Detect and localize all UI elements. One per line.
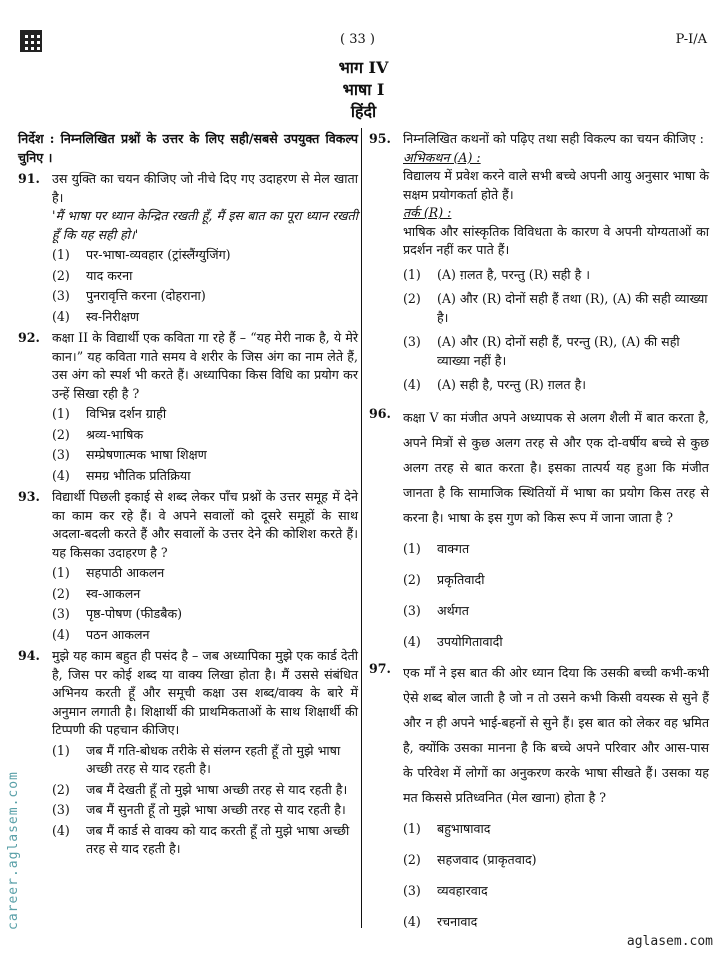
question-96 [369, 405, 709, 654]
question-93 [18, 488, 358, 644]
option: (4) उपयोगितावादी [403, 633, 503, 649]
question-number: 91. [18, 171, 40, 186]
option: (1) सहपाठी आकलन [52, 565, 165, 580]
option: (3) व्यवहारवाद [403, 882, 488, 898]
part-heading: भाग IV [338, 58, 389, 77]
option: (2) जब मैं देखती हूँ तो मुझे भाषा अच्छी तरह से याद रहती है। [52, 781, 348, 797]
option: (1) पर-भाषा-व्यवहार (ट्रांस्लैंग्युजिंग) [52, 247, 231, 262]
question-95 [369, 130, 709, 395]
option: (1) (A) ग़लत है, परन्तु (R) सही है । [403, 266, 591, 282]
option: (3) पुनरावृत्ति करना (दोहराना) [52, 288, 206, 303]
question-number: 92. [18, 330, 40, 345]
question-quote: 'मैं भाषा पर ध्यान केन्द्रित रखती हूँ, मैं इस बात का पूरा ध्यान रखती हूँ कि यह सही हो।' [52, 208, 358, 242]
option: (4) (A) सही है, परन्तु (R) ग़लत है। [403, 377, 587, 392]
option: (3) जब मैं सुनती हूँ तो मुझे भाषा अच्छी तरह से याद रहती है। [52, 802, 346, 817]
question-number: 93. [18, 489, 40, 504]
option: (2) स्व-आकलन [52, 585, 141, 601]
question-number: 95. [369, 131, 391, 146]
option: (3) अर्थगत [403, 602, 469, 618]
instruction: निर्देश : निम्नलिखित प्रश्नों के उत्तर के लिए सही/सबसे उपयुक्त विकल्प चुनिए । [18, 131, 358, 165]
option: (4) जब मैं कार्ड से वाक्य को याद करती हूँ तो मुझे भाषा अच्छी तरह से याद रहती है। [52, 822, 350, 856]
assertion-text: विद्यालय में प्रवेश करने वाले सभी बच्चे अपनी आयु अनुसार भाषा के सक्षम प्रयोगकर्ता होते हैं। [403, 168, 709, 202]
question-text: उस युक्ति का चयन कीजिए जो नीचे दिए गए उदाहरण से मेल खाता है। [52, 171, 358, 205]
question-text: एक माँ ने इस बात की ओर ध्यान दिया कि उसकी बच्ची कभी-कभी ऐसे शब्द बोल जाती है जो न तो उसने कभी किसी वयस्क से सुने हैं और न ही अपने भाई-बहनों से सुने हैं। इस बात को लेकर वह भ्रमित है, क्योंकि उसका मानना है कि बच्चे अपने परिवार और आस-पास के परिवेश में लोगों का अनुकरण करके भाषा सीखते हैं। उसका यह मत किससे प्रतिध्वनित (मेल खाना) होता है ? [403, 664, 709, 805]
question-91 [18, 170, 358, 326]
question-text: कक्षा II के विद्यार्थी एक कविता गा रहे हैं – “यह मेरी नाक है, ये मेरे कान।” यह कविता गाते समय वे शरीर के जिस अंग का नाम लेते हैं, उस अंग को स्पर्श भी करते हैं। अध्यापिका किस विधि का प्रयोग कर उन्हें सिखा रही है ? [52, 330, 358, 401]
option: (4) समग्र भौतिक प्रतिक्रिया [52, 467, 191, 483]
option: (2) याद करना [52, 267, 133, 283]
question-number: 97. [369, 660, 391, 676]
question-number: 96. [369, 405, 391, 421]
footer-site: aglasem.com [626, 934, 713, 949]
right-column [369, 130, 709, 934]
option: (2) प्रकृतिवादी [403, 571, 485, 587]
column-divider [361, 128, 362, 928]
qr-code-icon [20, 30, 42, 52]
left-column [18, 130, 358, 859]
paper-code: P-I/A [675, 32, 707, 47]
question-number: 94. [18, 648, 40, 663]
question-92 [18, 329, 358, 485]
question-97 [369, 660, 709, 934]
question-text: विद्यार्थी पिछली इकाई से शब्द लेकर पाँच प्रश्नों के उत्तर समूह में देने का काम कर रहे हैं। वे अपने सवालों को दूसरे समूहों के साथ अदला-बदली करते हैं और सवालों के उत्तर देने की कोशिश करते हैं। यह किसका उदाहरण है ? [52, 489, 358, 560]
language-label: भाषा I [342, 80, 385, 99]
option: (2) (A) और (R) दोनों सही हैं तथा (R), (A) की सही व्याख्या है। [403, 291, 708, 325]
option: (1) विभिन्न दर्शन ग्राही [52, 406, 167, 421]
question-text: निम्नलिखित कथनों को पढ़िए तथा सही विकल्प का चयन कीजिए : [403, 131, 704, 146]
language-heading: हिंदी [350, 102, 377, 121]
page-number: ( 33 ) [340, 32, 375, 47]
option: (3) (A) और (R) दोनों सही हैं, परन्तु (R), (A) की सही व्याख्या नहीं है। [403, 334, 680, 368]
option: (2) सहजवाद (प्राकृतवाद) [403, 851, 537, 867]
option: (4) रचनावाद [403, 913, 478, 929]
assertion-label: अभिकथन (A) : [403, 149, 481, 165]
question-94 [18, 647, 358, 859]
reason-text: भाषिक और सांस्कृतिक विविधता के कारण वे अपनी योग्यताओं का प्रदर्शन नहीं कर पाते हैं। [403, 223, 709, 257]
option: (1) बहुभाषावाद [403, 820, 491, 836]
option: (4) पठन आकलन [52, 626, 150, 642]
option: (3) सम्प्रेषणात्मक भाषा शिक्षण [52, 447, 207, 462]
reason-label: तर्क (R) : [403, 205, 452, 220]
option: (1) वाक्गत [403, 540, 470, 556]
option: (3) पृष्ठ-पोषण (फीडबैक) [52, 606, 183, 621]
watermark: career.aglasem.com [6, 771, 21, 930]
option: (2) श्रव्य-भाषिक [52, 426, 144, 442]
question-text: कक्षा V का मंजीत अपने अध्यापक से अलग शैली में बात करता है, अपने मित्रों से कुछ अलग तरह से और एक दो-वर्षीय बच्चे से कुछ अलग तरह से बात करता है। इसका तात्पर्य यह हुआ कि मंजीत जानता है कि सामाजिक स्थितियों में भाषा का प्रयोग किस तरह से करना है। भाषा के इस गुण को किस रूप में जाना जाता है ? [403, 409, 709, 525]
option: (4) स्व-निरीक्षण [52, 308, 139, 324]
question-text: मुझे यह काम बहुत ही पसंद है – जब अध्यापिका मुझे एक कार्ड देती है, जिस पर कोई शब्द या वाक्य लिखा होता है। मैं उससे संबंधित अभिनय करती हूँ और समूची कक्षा उस शब्द/वाक्य के बारे में अनुमान लगाती है। शिक्षार्थी की प्राथमिकताओं के साथ शिक्षार्थी की टिप्पणी की पहचान कीजिए। [52, 648, 358, 737]
option: (1) जब मैं गति-बोधक तरीके से संलग्न रहती हूँ तो मुझे भाषा अच्छी तरह से याद रहती है। [52, 742, 341, 776]
